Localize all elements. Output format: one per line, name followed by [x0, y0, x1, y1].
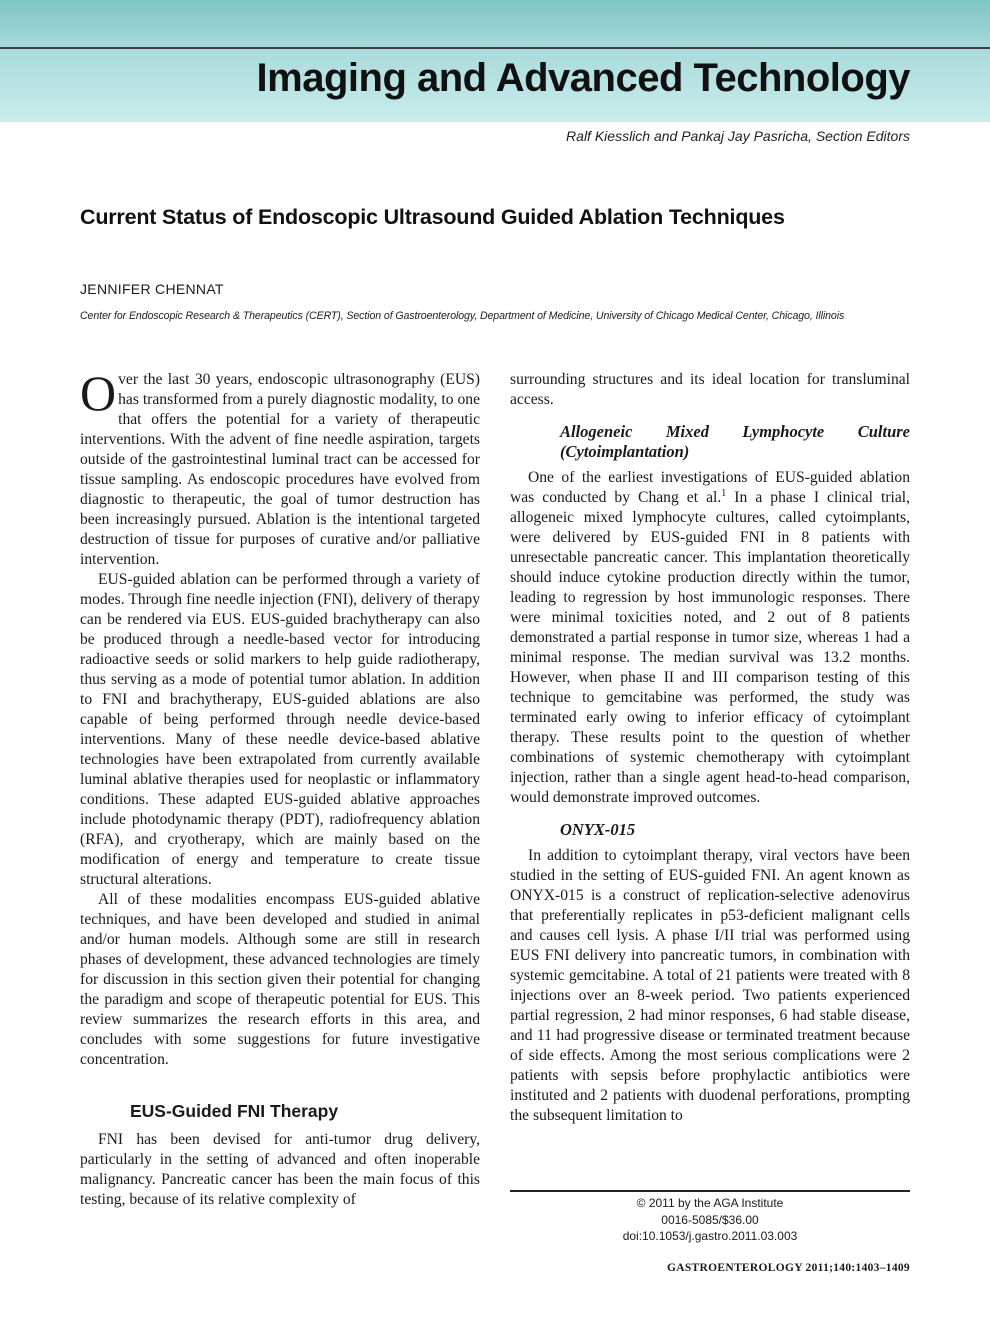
- author-name: JENNIFER CHENNAT: [80, 281, 224, 297]
- heading-fni-therapy: EUS-Guided FNI Therapy: [130, 1101, 339, 1121]
- paragraph-cytoimplant-text-b: In a phase I clinical trial, allogeneic mixed lymphocyte cultures, called cytoimplants, were delivered by EUS-guided FNI in 8 patients with unresectable pancreatic cancer. This implantation theoretically should induce cytokine production directly within the tumor, leading to regression by host immunologic responses. There were minimal toxicities noted, and 2 out of 8 patients demonstrated a partial response in tumor size, whereas 1 had a minimal response. The median survival was 13.2 months. However, when phase II and III comparison testing of this technique to gemcitabine was performed, the study was terminated early owing to inferior efficacy of cytoimplant therapy. These results point to the question of whether combinations of systemic chemotherapy with cytoimplant injection, rather than a single agent head-to-head comparison, would demonstrate improved outcomes.: [510, 489, 910, 806]
- copyright-line: © 2011 by the AGA Institute: [636, 1196, 784, 1210]
- doi-line: doi:10.1053/j.gastro.2011.03.003: [622, 1229, 798, 1243]
- paragraph-fni: FNI has been devised for anti-tumor drug delivery, particularly in the setting of advanced and often inoperable malignancy. Pancreatic cancer has been the main focus of this testing, because of its relative complexity of: [80, 1131, 480, 1208]
- paragraph-cytoimplant: [510, 468, 910, 808]
- paragraph-intro: [80, 365, 480, 570]
- paragraph-intro-text: ver the last 30 years, endoscopic ultrasonography (EUS) has transformed from a purely diagnostic modality, to one that offers the potential for a variety of therapeutic interventions. With the advent of fine needle aspiration, targets outside of the gastrointestinal luminal tract can be accessed for tissue sampling. As endoscopic procedures have evolved from diagnostic to therapeutic, the goal of tumor destruction has been increasingly pursued. Ablation is the intentional targeted destruction of tissue for purposes of curative and/or palliative intervention.: [80, 371, 480, 568]
- section-title: Imaging and Advanced Technology: [256, 56, 910, 100]
- paragraph-cytoimplant-text-a: One of the earliest investigations of EUS-guided ablation was conducted by Chang et al.: [510, 469, 910, 506]
- left-column: [80, 365, 480, 1210]
- heading-allogeneic: Allogeneic Mixed Lymphocyte Culture (Cytoimplantation): [560, 422, 910, 461]
- heading-onyx: ONYX-015: [560, 820, 636, 839]
- journal-citation: GASTROENTEROLOGY 2011;140:1403–1409: [667, 1262, 910, 1274]
- reference-marker: 1: [721, 487, 727, 499]
- paragraph-modalities: All of these modalities encompass EUS-guided ablative techniques, and have been developed and studied in animal and/or human models. Although some are still in research phases of development, these advanced technologies are timely for discussion in this section given their potential for changing the paradigm and scope of therapeutic potential for EUS. This review summarizes the research efforts in this area, and concludes with some suggestions for future investigative concentration.: [80, 891, 480, 1068]
- issn-line: 0016-5085/$36.00: [661, 1212, 759, 1227]
- paragraph-modes: EUS-guided ablation can be performed through a variety of modes. Through fine needle injection (FNI), delivery of therapy can be rendered via EUS. EUS-guided brachytherapy can also be produced through a needle-based vector for introducing radioactive seeds or solid markers to help guide radiotherapy, thus serving as a mode of potential tumor ablation. In addition to FNI and brachytherapy, EUS-guided ablations are also capable of being performed through needle device-based interventions. Many of these needle device-based ablative technologies have been extrapolated from currently available luminal ablative therapies used for neoplastic or inflammatory conditions. These adapted EUS-guided ablative approaches include photodynamic therapy (PDT), radiofrequency ablation (RFA), and cryotherapy, which are mainly based on the modification of energy and temperature to create tissue structural alterations.: [80, 571, 480, 888]
- paragraph-fni-continued: surrounding structures and its ideal location for transluminal access.: [510, 371, 910, 408]
- section-editors: Ralf Kiesslich and Pankaj Jay Pasricha, Section Editors: [566, 128, 910, 144]
- copyright-block: [510, 1195, 910, 1245]
- footer-rule: [510, 1190, 910, 1192]
- author-affiliation: Center for Endoscopic Research & Therapeutics (CERT), Section of Gastroenterology, Department of Medicine, University of Chicago Medical Center, Chicago, Illinois: [80, 310, 845, 322]
- drop-cap: O: [80, 365, 117, 421]
- article-title: Current Status of Endoscopic Ultrasound Guided Ablation Techniques: [80, 205, 785, 229]
- paragraph-onyx: In addition to cytoimplant therapy, viral vectors have been studied in the setting of EUS-guided FNI. An agent known as ONYX-015 is a construct of replication-selective adenovirus that preferentially replicates in p53-deficient malignant cells and causes cell lysis. A phase I/II trial was performed using EUS FNI delivery into pancreatic tumors, in combination with systemic gemcitabine. A total of 21 patients were treated with 8 injections over an 8-week period. Two patients experienced partial regression, 2 had minor responses, 6 had stable disease, and 11 had progressive disease or terminated treatment because of side effects. Among the most serious complications were 2 patients with sepsis before prophylactic antibiotics were instituted and 2 patients with duodenal perforations, prompting the subsequent limitation to: [510, 847, 910, 1124]
- right-column: [510, 370, 910, 1126]
- header-rule: [0, 47, 990, 49]
